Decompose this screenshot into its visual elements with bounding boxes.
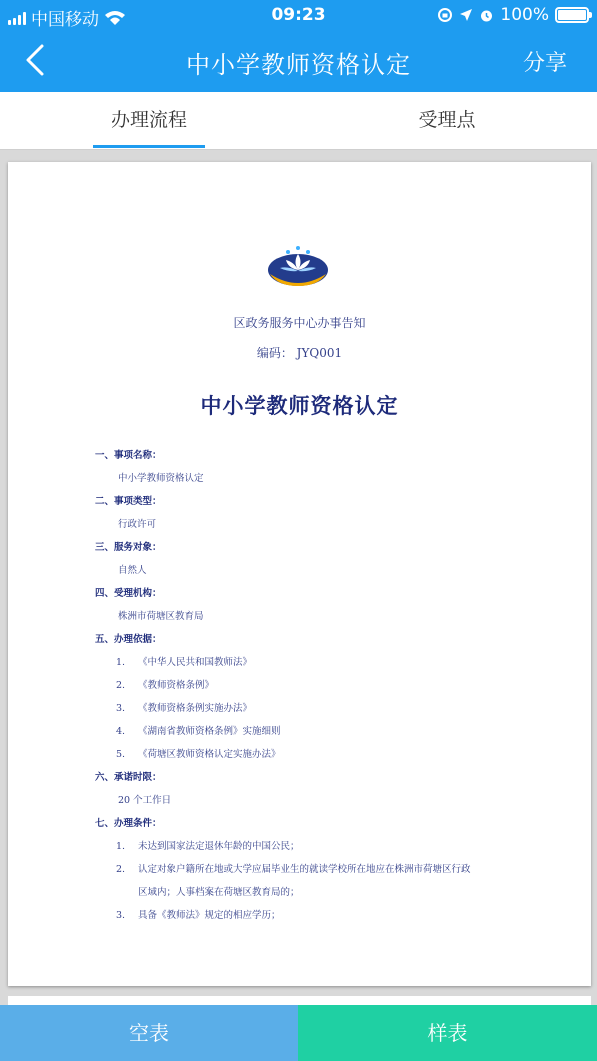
- battery-icon: [555, 7, 589, 23]
- list-item: [116, 746, 281, 760]
- lotus-logo-icon: [266, 240, 330, 288]
- section-value: 行政许可: [118, 519, 157, 530]
- section-heading: 五、办理依据：: [95, 634, 162, 645]
- document-page: [8, 162, 591, 986]
- tab-process[interactable]: 办理流程: [110, 109, 187, 131]
- page-title: 中小学教师资格认定: [186, 51, 411, 79]
- top-bar: [0, 0, 597, 92]
- tab-acceptance-points[interactable]: 受理点: [418, 109, 476, 131]
- section-value: 自然人: [118, 565, 147, 576]
- list-number: 1.: [116, 657, 126, 668]
- sample-form-button[interactable]: 样表: [298, 1005, 597, 1061]
- list-item: [116, 700, 252, 714]
- document-title: 中小学教师资格认定: [200, 394, 399, 418]
- list-text: 《荷塘区教师资格认定实施办法》: [138, 749, 281, 760]
- list-text: 《中华人民共和国教师法》: [138, 657, 253, 668]
- active-tab-indicator: [93, 145, 205, 148]
- section-heading: 六、承诺时限：: [95, 772, 162, 783]
- list-text: 区域内；人事档案在荷塘区教育局的；: [138, 887, 300, 898]
- alarm-icon: [479, 8, 494, 23]
- list-number: 1.: [116, 841, 126, 852]
- list-text: 未达到国家法定退休年龄的中国公民；: [138, 841, 300, 852]
- list-item: [116, 723, 281, 737]
- next-page-edge: [8, 996, 591, 1005]
- list-item: [116, 861, 471, 875]
- status-right: [437, 5, 589, 25]
- list-text: 《湖南省教师资格条例》实施细则: [138, 726, 281, 737]
- location-icon: [459, 8, 473, 22]
- office-name: 区政务服务中心办事告知: [233, 316, 366, 330]
- list-item: [116, 838, 300, 852]
- list-number: 3.: [116, 910, 126, 921]
- nav-bar: [0, 30, 597, 92]
- section-heading: 二、事项类型：: [95, 496, 162, 507]
- list-number: 3.: [116, 703, 126, 714]
- list-item: [116, 884, 300, 898]
- list-number: 5.: [116, 749, 126, 760]
- section-heading: 四、受理机构：: [95, 588, 162, 599]
- document-viewer[interactable]: [0, 150, 597, 1005]
- share-button[interactable]: 分享: [522, 51, 567, 76]
- list-text: 《教师资格条例》: [138, 680, 215, 691]
- list-number: 4.: [116, 726, 126, 737]
- section-heading: 三、服务对象：: [95, 542, 162, 553]
- list-text: 认定对象户籍所在地或大学应届毕业生的就读学校所在地应在株洲市荷塘区行政: [138, 864, 471, 875]
- carrier-label: 中国移动: [31, 10, 99, 30]
- list-number: 2.: [116, 680, 126, 691]
- section-value: 中小学教师资格认定: [118, 473, 204, 484]
- status-bar: [0, 0, 597, 30]
- document-code: 编码： JYQ001: [256, 346, 343, 360]
- section-heading: 七、办理条件：: [95, 818, 162, 829]
- list-text: 具备《教师法》规定的相应学历；: [138, 910, 281, 921]
- list-number: 2.: [116, 864, 126, 875]
- section-heading: 一、事项名称：: [95, 450, 162, 461]
- list-text: 《教师资格条例实施办法》: [138, 703, 253, 714]
- section-value: 20 个工作日: [118, 795, 172, 806]
- section-value: 株洲市荷塘区教育局: [118, 611, 204, 622]
- battery-percent: 100%: [500, 5, 549, 25]
- list-item: [116, 677, 214, 691]
- rotation-lock-icon: [437, 7, 453, 23]
- blank-form-button[interactable]: 空表: [0, 1005, 298, 1061]
- list-item: [116, 907, 281, 921]
- list-item: [116, 654, 252, 668]
- tab-bar: [0, 92, 597, 150]
- status-time: 09:23: [271, 5, 326, 25]
